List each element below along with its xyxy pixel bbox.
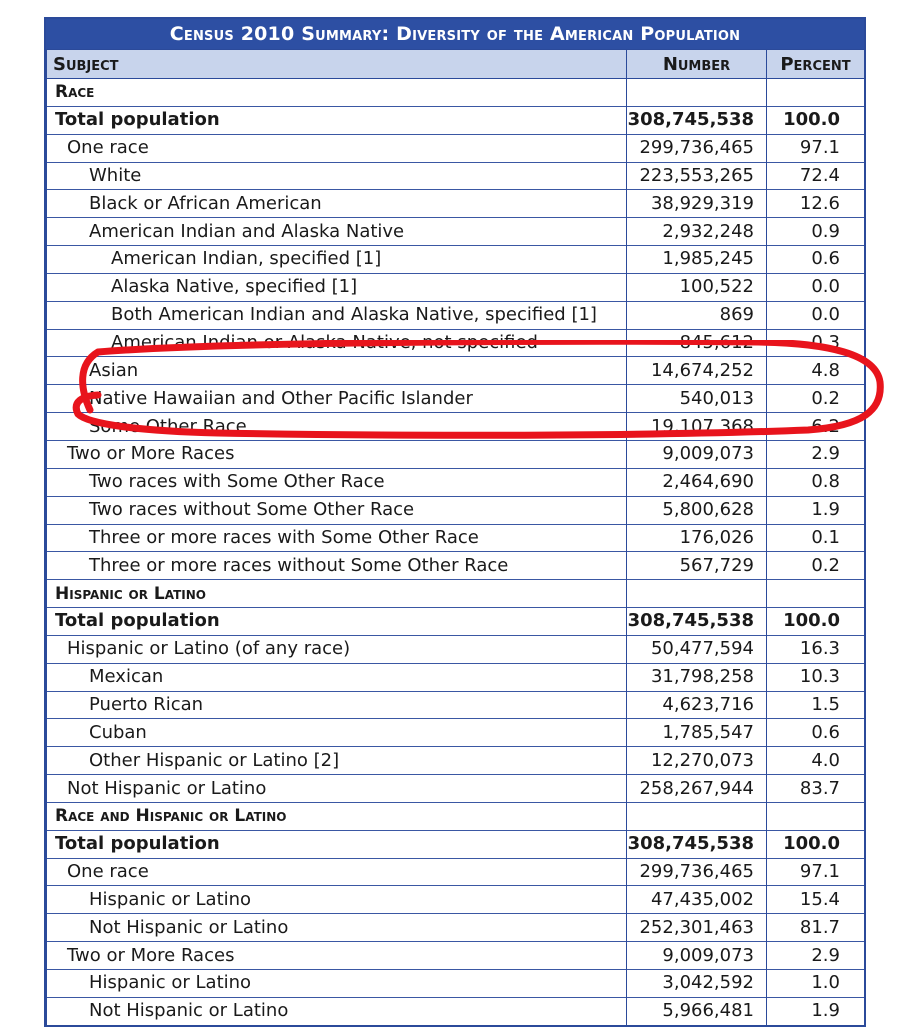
- row-subject: Total population: [47, 830, 627, 858]
- row-subject: American Indian, specified [1]: [47, 246, 627, 274]
- table-row: [47, 858, 865, 886]
- table-row: [47, 691, 865, 719]
- row-number: 299,736,465: [627, 134, 767, 162]
- table-row: [47, 719, 865, 747]
- row-subject: One race: [47, 134, 627, 162]
- table-row: [47, 635, 865, 663]
- row-percent: 100.0: [767, 608, 865, 636]
- table-row: [47, 413, 865, 441]
- row-subject: Not Hispanic or Latino: [47, 914, 627, 942]
- table-row: [47, 552, 865, 580]
- row-subject: Total population: [47, 106, 627, 134]
- row-subject: American Indian or Alaska Native, not specified: [47, 329, 627, 357]
- table-row: [47, 385, 865, 413]
- row-percent: 0.9: [767, 218, 865, 246]
- section-header-row: [47, 580, 865, 608]
- row-number: 869: [627, 301, 767, 329]
- column-header-number: Number: [627, 50, 767, 79]
- table-row: [47, 468, 865, 496]
- section-title: Race and Hispanic or Latino: [47, 802, 627, 830]
- row-subject: Two races without Some Other Race: [47, 496, 627, 524]
- row-percent: 0.2: [767, 552, 865, 580]
- row-number: 5,800,628: [627, 496, 767, 524]
- row-subject: American Indian and Alaska Native: [47, 218, 627, 246]
- row-number: 14,674,252: [627, 357, 767, 385]
- section-header-row: [47, 802, 865, 830]
- row-percent: 1.0: [767, 970, 865, 998]
- row-number: 31,798,258: [627, 663, 767, 691]
- table-title: Census 2010 Summary: Diversity of the American Population: [46, 19, 864, 49]
- table-row: [47, 830, 865, 858]
- table-row: [47, 970, 865, 998]
- row-percent: 81.7: [767, 914, 865, 942]
- row-subject: Hispanic or Latino: [47, 970, 627, 998]
- row-number: 47,435,002: [627, 886, 767, 914]
- row-number: [627, 79, 767, 107]
- row-subject: Two races with Some Other Race: [47, 468, 627, 496]
- row-percent: 16.3: [767, 635, 865, 663]
- table-row: [47, 218, 865, 246]
- row-number: 1,785,547: [627, 719, 767, 747]
- table-row: [47, 524, 865, 552]
- row-number: 100,522: [627, 273, 767, 301]
- table-row: [47, 357, 865, 385]
- table-row: [47, 747, 865, 775]
- row-percent: [767, 79, 865, 107]
- row-number: 5,966,481: [627, 997, 767, 1024]
- row-percent: 2.9: [767, 440, 865, 468]
- row-subject: Not Hispanic or Latino: [47, 775, 627, 803]
- table-row: [47, 301, 865, 329]
- row-percent: 4.8: [767, 357, 865, 385]
- row-subject: Asian: [47, 357, 627, 385]
- row-percent: 1.9: [767, 496, 865, 524]
- row-subject: Mexican: [47, 663, 627, 691]
- row-number: 845,612: [627, 329, 767, 357]
- row-subject: Black or African American: [47, 190, 627, 218]
- row-subject: Hispanic or Latino (of any race): [47, 635, 627, 663]
- row-percent: 0.3: [767, 329, 865, 357]
- row-subject: Not Hispanic or Latino: [47, 997, 627, 1024]
- row-percent: 0.6: [767, 719, 865, 747]
- row-subject: One race: [47, 858, 627, 886]
- row-subject: Native Hawaiian and Other Pacific Islander: [47, 385, 627, 413]
- table-row: [47, 273, 865, 301]
- row-percent: 6.2: [767, 413, 865, 441]
- column-header-subject: Subject: [47, 50, 627, 79]
- row-number: 308,745,538: [627, 608, 767, 636]
- row-number: 2,464,690: [627, 468, 767, 496]
- row-subject: Hispanic or Latino: [47, 886, 627, 914]
- row-percent: 10.3: [767, 663, 865, 691]
- row-number: 9,009,073: [627, 440, 767, 468]
- row-subject: Two or More Races: [47, 942, 627, 970]
- row-percent: [767, 580, 865, 608]
- row-percent: 97.1: [767, 134, 865, 162]
- table-row: [47, 663, 865, 691]
- row-subject: Three or more races without Some Other Race: [47, 552, 627, 580]
- row-number: 567,729: [627, 552, 767, 580]
- row-number: 258,267,944: [627, 775, 767, 803]
- row-number: 50,477,594: [627, 635, 767, 663]
- row-number: 38,929,319: [627, 190, 767, 218]
- table-row: [47, 608, 865, 636]
- row-percent: 97.1: [767, 858, 865, 886]
- row-percent: 83.7: [767, 775, 865, 803]
- row-number: [627, 802, 767, 830]
- row-subject: Total population: [47, 608, 627, 636]
- row-percent: 1.9: [767, 997, 865, 1024]
- row-number: 12,270,073: [627, 747, 767, 775]
- table-row: [47, 997, 865, 1024]
- row-percent: 12.6: [767, 190, 865, 218]
- row-number: 19,107,368: [627, 413, 767, 441]
- row-percent: 0.0: [767, 273, 865, 301]
- row-number: 3,042,592: [627, 970, 767, 998]
- row-percent: [767, 802, 865, 830]
- row-number: 9,009,073: [627, 942, 767, 970]
- census-table: [46, 49, 865, 1025]
- row-number: 1,985,245: [627, 246, 767, 274]
- row-percent: 2.9: [767, 942, 865, 970]
- row-subject: White: [47, 162, 627, 190]
- row-subject: Alaska Native, specified [1]: [47, 273, 627, 301]
- row-subject: Both American Indian and Alaska Native, specified [1]: [47, 301, 627, 329]
- section-title: Hispanic or Latino: [47, 580, 627, 608]
- row-percent: 0.8: [767, 468, 865, 496]
- row-number: 2,932,248: [627, 218, 767, 246]
- table-row: [47, 246, 865, 274]
- table-row: [47, 134, 865, 162]
- column-header-row: [47, 50, 865, 79]
- row-subject: Three or more races with Some Other Race: [47, 524, 627, 552]
- row-percent: 0.2: [767, 385, 865, 413]
- row-percent: 100.0: [767, 830, 865, 858]
- row-percent: 0.0: [767, 301, 865, 329]
- table-row: [47, 329, 865, 357]
- row-percent: 72.4: [767, 162, 865, 190]
- row-subject: Puerto Rican: [47, 691, 627, 719]
- row-subject: Cuban: [47, 719, 627, 747]
- row-number: 4,623,716: [627, 691, 767, 719]
- row-percent: 15.4: [767, 886, 865, 914]
- table-row: [47, 440, 865, 468]
- row-percent: 0.1: [767, 524, 865, 552]
- table-body: [47, 79, 865, 1025]
- row-subject: Other Hispanic or Latino [2]: [47, 747, 627, 775]
- table-row: [47, 942, 865, 970]
- row-percent: 1.5: [767, 691, 865, 719]
- table-row: [47, 775, 865, 803]
- row-number: 176,026: [627, 524, 767, 552]
- table-row: [47, 190, 865, 218]
- row-number: 308,745,538: [627, 830, 767, 858]
- row-number: [627, 580, 767, 608]
- row-subject: Two or More Races: [47, 440, 627, 468]
- census-table-frame: [44, 17, 866, 1027]
- table-row: [47, 162, 865, 190]
- row-percent: 100.0: [767, 106, 865, 134]
- row-subject: Some Other Race: [47, 413, 627, 441]
- section-title: Race: [47, 79, 627, 107]
- row-number: 223,553,265: [627, 162, 767, 190]
- row-number: 299,736,465: [627, 858, 767, 886]
- row-number: 308,745,538: [627, 106, 767, 134]
- column-header-percent: Percent: [767, 50, 865, 79]
- row-number: 252,301,463: [627, 914, 767, 942]
- row-number: 540,013: [627, 385, 767, 413]
- table-row: [47, 496, 865, 524]
- row-percent: 0.6: [767, 246, 865, 274]
- table-row: [47, 106, 865, 134]
- table-row: [47, 886, 865, 914]
- section-header-row: [47, 79, 865, 107]
- table-row: [47, 914, 865, 942]
- row-percent: 4.0: [767, 747, 865, 775]
